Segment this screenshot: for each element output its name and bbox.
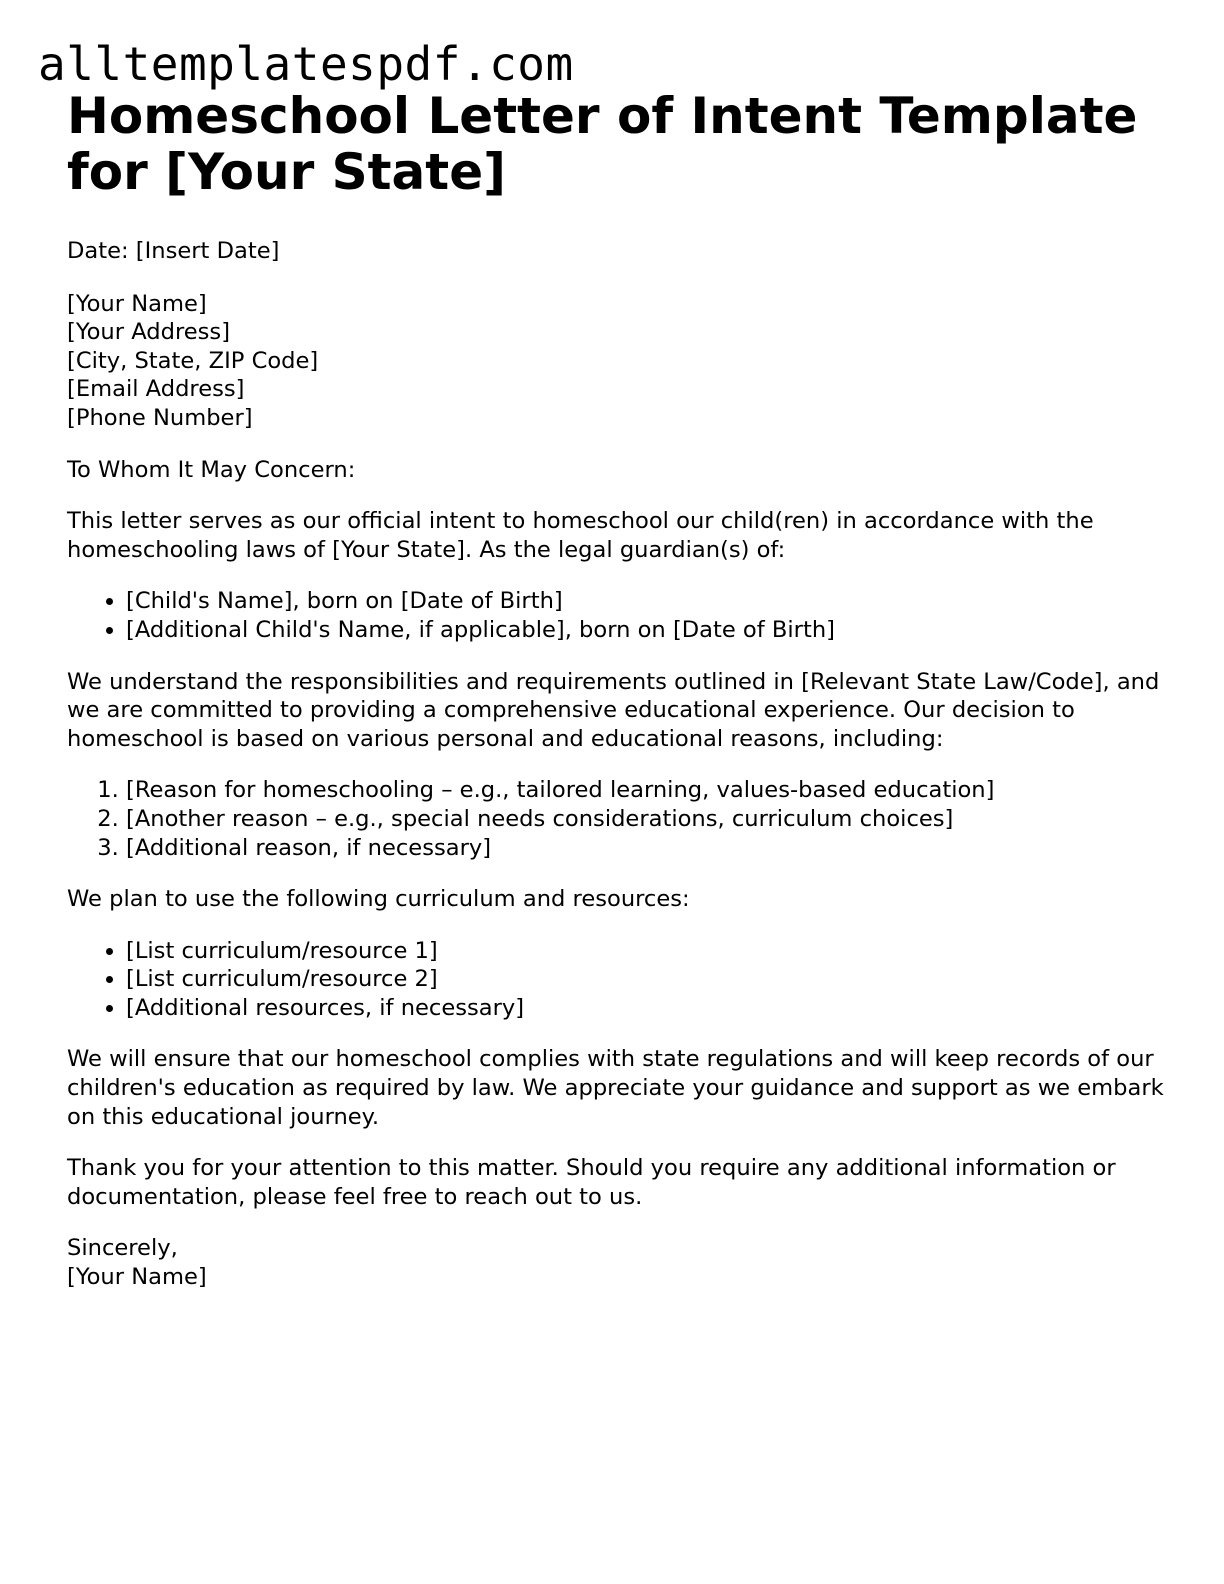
sender-email: [Email Address] — [67, 376, 245, 403]
document-title: Homeschool Letter of Intent Template for [Your State] — [67, 87, 1138, 201]
thanks-paragraph: Thank you for your attention to this matter. Should you require any additional information or documentation, please feel free to reach out to us. — [67, 1155, 1116, 1210]
signature-name: [Your Name] — [67, 1264, 207, 1291]
list-item: • [List curriculum/resource 2] — [126, 965, 1167, 994]
sender-phone: [Phone Number] — [67, 404, 253, 431]
responsibility-paragraph: We understand the responsibilities and requirements outlined in [Relevant State Law/Code], and we are committed to providing a comprehensive educational experience. Our decision to homeschool is based on various personal and educational reasons, including: — [67, 668, 1160, 752]
list-item: • [Child's Name], born on [Date of Birth] — [126, 587, 1167, 616]
list-item: 1. [Reason for homeschooling – e.g., tailored learning, values-based education] — [126, 776, 1167, 805]
letter-body — [67, 237, 1167, 1292]
sender-address: [Your Address] — [67, 319, 231, 346]
intro-paragraph: This letter serves as our official intent to homeschool our child(ren) in accordance with the homeschooling laws of [Your State]. As the legal guardian(s) of: — [67, 508, 1094, 563]
list-item: • [Additional Child's Name, if applicable], born on [Date of Birth] — [126, 616, 1167, 645]
list-item: • [Additional resources, if necessary] — [126, 994, 1167, 1023]
list-item: 2. [Another reason – e.g., special needs considerations, curriculum choices] — [126, 805, 1167, 834]
list-item: 3. [Additional reason, if necessary] — [126, 834, 1167, 863]
letter-document — [67, 88, 1167, 1292]
valediction: Sincerely, — [67, 1235, 178, 1262]
reasons-list — [67, 776, 1167, 862]
date-line: Date: [Insert Date] — [67, 238, 280, 264]
sender-name: [Your Name] — [67, 290, 207, 317]
curriculum-list — [67, 937, 1167, 1023]
closing-block — [67, 1234, 1167, 1291]
sender-city-state-zip: [City, State, ZIP Code] — [67, 347, 319, 374]
curriculum-intro: We plan to use the following curriculum and resources: — [67, 886, 690, 913]
children-list — [67, 587, 1167, 644]
sender-address-block — [67, 290, 1167, 433]
list-item: • [List curriculum/resource 1] — [126, 937, 1167, 966]
compliance-paragraph: We will ensure that our homeschool complies with state regulations and will keep records of our children's education as required by law. We appreciate your guidance and support as we embark on this educational journey. — [67, 1046, 1164, 1130]
site-watermark: alltemplatespdf.com — [38, 37, 574, 91]
greeting: To Whom It May Concern: — [67, 456, 356, 483]
